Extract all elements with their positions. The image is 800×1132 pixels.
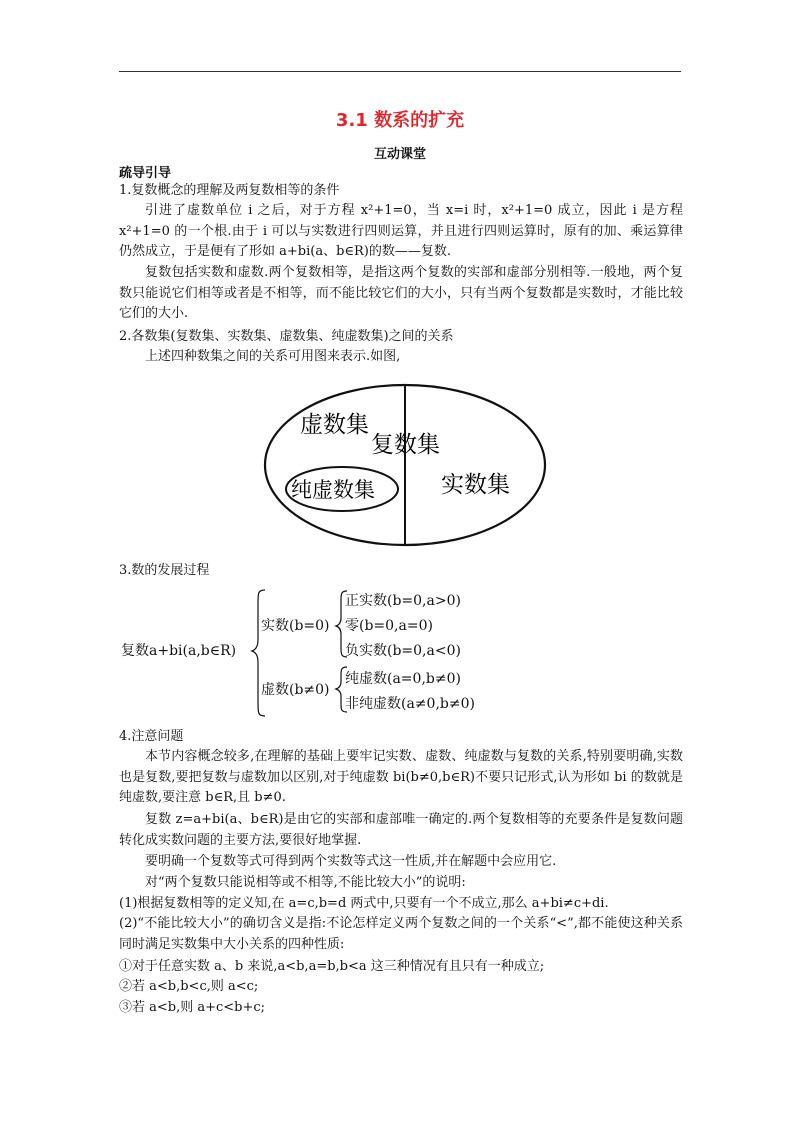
venn-label-real: 实数集 — [441, 472, 510, 498]
list-item-1: (1)根据复数相等的定义知,在 a=c,b=d 两式中,只要有一个不成立,那么 a+bi≠c+di. — [119, 896, 609, 911]
heading-2: 2.各数集(复数集、实数集、虚数集、纯虚数集)之间的关系 — [119, 329, 454, 344]
tree-pure-imaginary: 纯虚数(a=0,b≠0) — [345, 671, 461, 687]
paragraph-1-2: 复数包括实数和虚数.两个复数相等，是指这两个复数的实部和虚部分别相等.一般地，两个复数只能说它们相等或者是不相等，而不能比较它们的大小，只有当两个复数都是实数时，才能比较它们的大小. — [119, 265, 683, 321]
tree-imaginary: 虚数(b≠0) — [261, 682, 330, 698]
property-2: ②若 a<b,b<c,则 a<c; — [119, 979, 259, 994]
heading-3: 3.数的发展过程 — [119, 563, 210, 578]
paragraph-4-1: 本节内容概念较多,在理解的基础上要牢记实数、虚数、纯虚数与复数的关系,特别要明确,实数也是复数,要把复数与虚数加以区别,对于纯虚数 bi(b≠0,b∈R)不要只记形式,认为形如 bi 的数就是纯虚数,要注意 b∈R,且 b≠0. — [119, 749, 683, 805]
paragraph-4-3: 要明确一个复数等式可得到两个实数等式这一性质,并在解题中会应用它. — [145, 854, 557, 869]
property-3: ③若 a<b,则 a+c<b+c; — [119, 1000, 266, 1015]
header-rule — [119, 71, 681, 72]
list-item-2: (2)“不能比较大小”的确切含义是指:不论怎样定义两个复数之间的一个关系“<”,都不能使这种关系同时满足实数集中大小关系的四种性质: — [119, 916, 683, 952]
paragraph-2-1: 上述四种数集之间的关系可用图来表示.如图, — [145, 349, 401, 364]
paragraph-1-1: 引进了虚数单位 i 之后，对于方程 x²+1=0，当 x=i 时，x²+1=0 成立，因此 i 是方程 x²+1=0 的一个根.由于 i 可以与实数进行四则运算，并且进行四则运算时，原有的加、乘运算律仍然成立，于是便有了形如 a+bi(a、b∈R)的数——复数. — [119, 203, 683, 259]
venn-label-pure-imaginary: 纯虚数集 — [291, 478, 375, 502]
venn-diagram — [263, 383, 547, 547]
property-1: ①对于任意实数 a、b 来说,a<b,a=b,b<a 这三种情况有且只有一种成立; — [119, 959, 545, 974]
heading-1: 1.复数概念的理解及两复数相等的条件 — [119, 183, 340, 198]
paragraph-4-4: 对“两个复数只能说相等或不相等,不能比较大小”的说明: — [145, 875, 466, 890]
number-classification-tree — [119, 585, 539, 720]
venn-label-complex: 复数集 — [371, 432, 440, 458]
tree-non-pure-imaginary: 非纯虚数(a≠0,b≠0) — [345, 696, 475, 712]
page-subtitle: 互动课堂 — [373, 147, 426, 162]
page-title: 3.1 数系的扩充 — [335, 110, 465, 131]
heading-4: 4.注意问题 — [119, 729, 184, 744]
venn-label-imaginary: 虚数集 — [300, 412, 369, 438]
tree-real: 实数(b=0) — [261, 618, 330, 634]
tree-root: 复数a+bi(a,b∈R) — [121, 643, 237, 659]
tree-positive-real: 正实数(b=0,a>0) — [345, 593, 461, 609]
section-heading: 疏导引导 — [119, 166, 172, 181]
tree-zero: 零(b=0,a=0) — [345, 618, 433, 634]
paragraph-4-2: 复数 z=a+bi(a、b∈R)是由它的实部和虚部唯一确定的.两个复数相等的充要条件是复数问题转化成实数问题的主要方法,要很好地掌握. — [119, 812, 683, 848]
tree-negative-real: 负实数(b=0,a<0) — [345, 643, 461, 659]
